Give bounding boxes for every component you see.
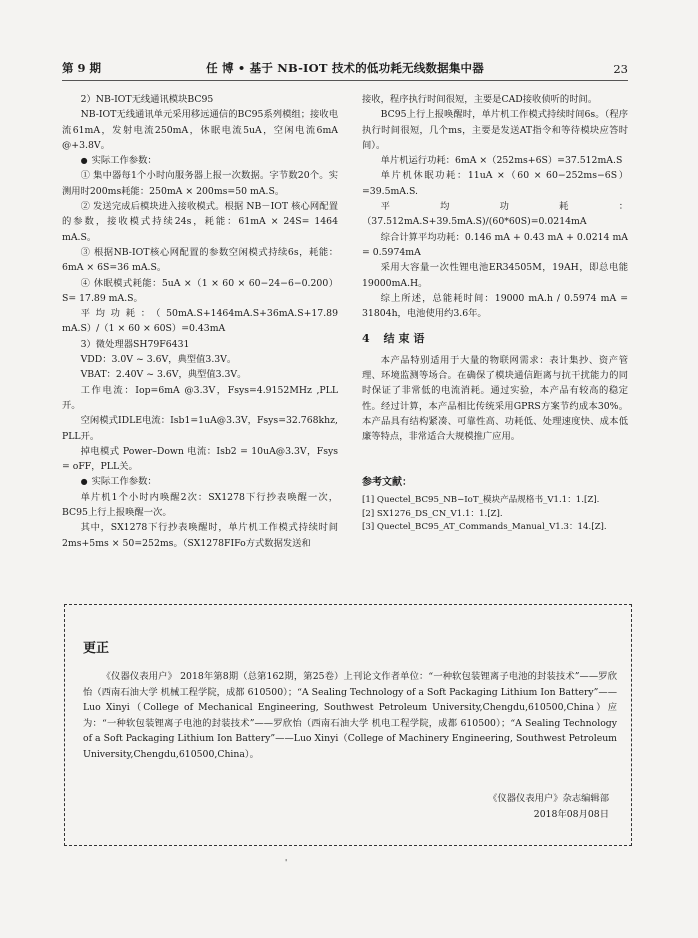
references-heading: 参考文献： xyxy=(362,476,412,488)
paragraph: VBAT：2.40V ~ 3.6V，典型值3.3V。 xyxy=(80,369,247,381)
paragraph: 采用大容量一次性锂电池ER34505M，19AH，即总电能19000mA.H。 xyxy=(362,262,628,289)
page-number: 23 xyxy=(613,62,628,76)
paragraph: 2）NB-IOT无线通讯模块BC95 xyxy=(80,94,214,105)
paragraph: 综上所述，总能耗时间：19000 mA.h / 0.5974 mA = 31804h，电池使用约3.6年。 xyxy=(362,292,628,320)
conclusion-heading xyxy=(362,331,628,346)
section-number: 4 xyxy=(362,332,370,346)
correction-body xyxy=(83,669,617,762)
paragraph: 掉电模式 Power–Down 电流：Isb2 = 10uA@3.3V，Fsys = oFF，PLL关。 xyxy=(62,445,338,473)
paragraph: ③ 根据NB-IOT核心网配置的参数空闲模式持续6s，耗能：6mA × 6S=36 mA.S。 xyxy=(62,246,338,274)
section-title: 结 束 语 xyxy=(383,332,425,346)
paragraph: 综合计算平均功耗：0.146 mA + 0.43 mA + 0.0214 mA = 0.5974mA xyxy=(362,231,628,258)
paragraph: 工作电流：Iop=6mA @3.3V，Fsys=4.9152MHz ,PLL开。 xyxy=(62,384,338,411)
reference-item: [1] Quectel_BC95_NB−IoT_模块产品规格书_V1.1：1.[Z]. xyxy=(362,494,600,505)
correction-text: 《仪器仪表用户》 2018年第8期（总第162期，第25卷）上刊论文作者单位：“一种软包装锂离子电池的封装技术”——罗欣怡（西南石油大学 机械工程学院，成都 610500）；“A Sealing Technology of a Soft Packaging Lithium Ion Battery”——Luo Xinyi（College of Mechanical Engineering, Southwest Petroleum University,Chengdu,610500,China）应为：“一种软包装锂离子电池的封装技术”——罗欣怡（西南石油大学 机电工程学院，成都 610500）；“A Sealing Technology of a Soft Packaging Lithium Ion Battery”——Luo Xinyi（College of Machinery Engineering, Southwest Petroleum University,Chengdu,610500,China）。 xyxy=(83,671,617,760)
running-header xyxy=(62,58,628,81)
correction-signature xyxy=(488,791,609,822)
paragraph: 接收，程序执行时间很短，主要是CAD接收侦听的时间。 xyxy=(362,94,598,105)
right-column xyxy=(362,92,628,535)
paragraph: VDD：3.0V ~ 3.6V，典型值3.3V。 xyxy=(80,354,237,366)
paragraph: ② 发送完成后模块进入接收模式。根据 NB－IOT 核心网配置的参数，接收模式持续24s，耗能：61mA × 24S= 1464 mA.S。 xyxy=(62,201,338,243)
correction-date: 2018年08月08日 xyxy=(533,808,609,820)
conclusion-text: 本产品特别适用于大量的物联网需求：表计集抄、资产管理、环境监测等场合。在确保了模块通信距离与抗干扰能力的同时保证了非常低的电流消耗。通过实验，本产品有较高的稳定性。经过计算，本产品相比传统采用GPRS方案节约成本30%。本产品具有结构紧凑、可靠性高、功耗低、处理速度快、成本低廉等特点，非常适合大规模推广应用。 xyxy=(362,354,628,443)
paragraph: 单片机休眠功耗：11uA ×（60 × 60−252ms−6S）=39.5mA.S. xyxy=(362,170,628,197)
paragraph: 平均功耗：（37.512mA.S+39.5mA.S)/(60*60S)=0.0214mA xyxy=(362,201,628,228)
left-column xyxy=(62,92,338,551)
paragraph: 单片机1个小时内唤醒2次：SX1278下行抄表唤醒一次，BC95上行上报唤醒一次。 xyxy=(62,491,338,519)
paragraph: NB-IOT无线通讯单元采用移远通信的BC95系列模组；接收电流61mA，发射电流250mA，休眠电流5uA，空闲电流6mA @+3.8V。 xyxy=(62,109,338,151)
paragraph: ● 实际工作参数： xyxy=(62,474,338,489)
running-title: 任 博 • 基于 NB-IOT 技术的低功耗无线数据集中器 xyxy=(206,61,484,75)
paragraph: 其中，SX1278下行抄表唤醒时，单片机工作模式持续时间2ms+5ms × 50=252ms。（SX1278FIFo方式数据发送和 xyxy=(62,522,338,549)
paragraph: 平均功耗：（50mA.S+1464mA.S+36mA.S+17.89 mA.S）/（1 × 60 × 60S）=0.43mA xyxy=(62,308,338,335)
paragraph: ● 实际工作参数： xyxy=(62,153,338,168)
paragraph: 单片机运行功耗：6mA ×（252ms+6S）=37.512mA.S xyxy=(380,155,623,167)
paragraph: 空闲模式IDLE电流：Isb1=1uA@3.3V，Fsys=32.768khz, PLL开。 xyxy=(62,415,338,442)
right-column-paragraphs xyxy=(362,92,628,321)
correction-title: 更正 xyxy=(83,641,110,656)
publisher-name: 《仪器仪表用户》杂志编辑部 xyxy=(488,793,609,804)
paragraph: ① 集中器每1个小时向服务器上报一次数据。字节数20个。实测用时200ms耗能：250mA × 200ms=50 mA.S。 xyxy=(62,170,338,197)
paragraph: ④ 休眠模式耗能：5uA ×（1 × 60 × 60−24−6−0.200）S= 17.89 mA.S。 xyxy=(62,277,338,304)
correction-notice xyxy=(64,604,632,846)
footer-mark: ' xyxy=(285,858,288,867)
reference-item: [3] Quectel_BC95_AT_Commands_Manual_V1.3：14.[Z]. xyxy=(362,522,607,533)
paragraph: BC95上行上报唤醒时，单片机工作模式持续时间6s。（程序执行时间很短，几个ms，主要是发送AT指令和等待模块应答时间）。 xyxy=(362,109,628,151)
references-list xyxy=(362,494,628,535)
issue-label: 第 9 期 xyxy=(62,61,102,75)
reference-item: [2] SX1276_DS_CN_V1.1：1.[Z]. xyxy=(362,508,503,519)
paragraph: 3）微处理器SH79F6431 xyxy=(80,338,190,350)
